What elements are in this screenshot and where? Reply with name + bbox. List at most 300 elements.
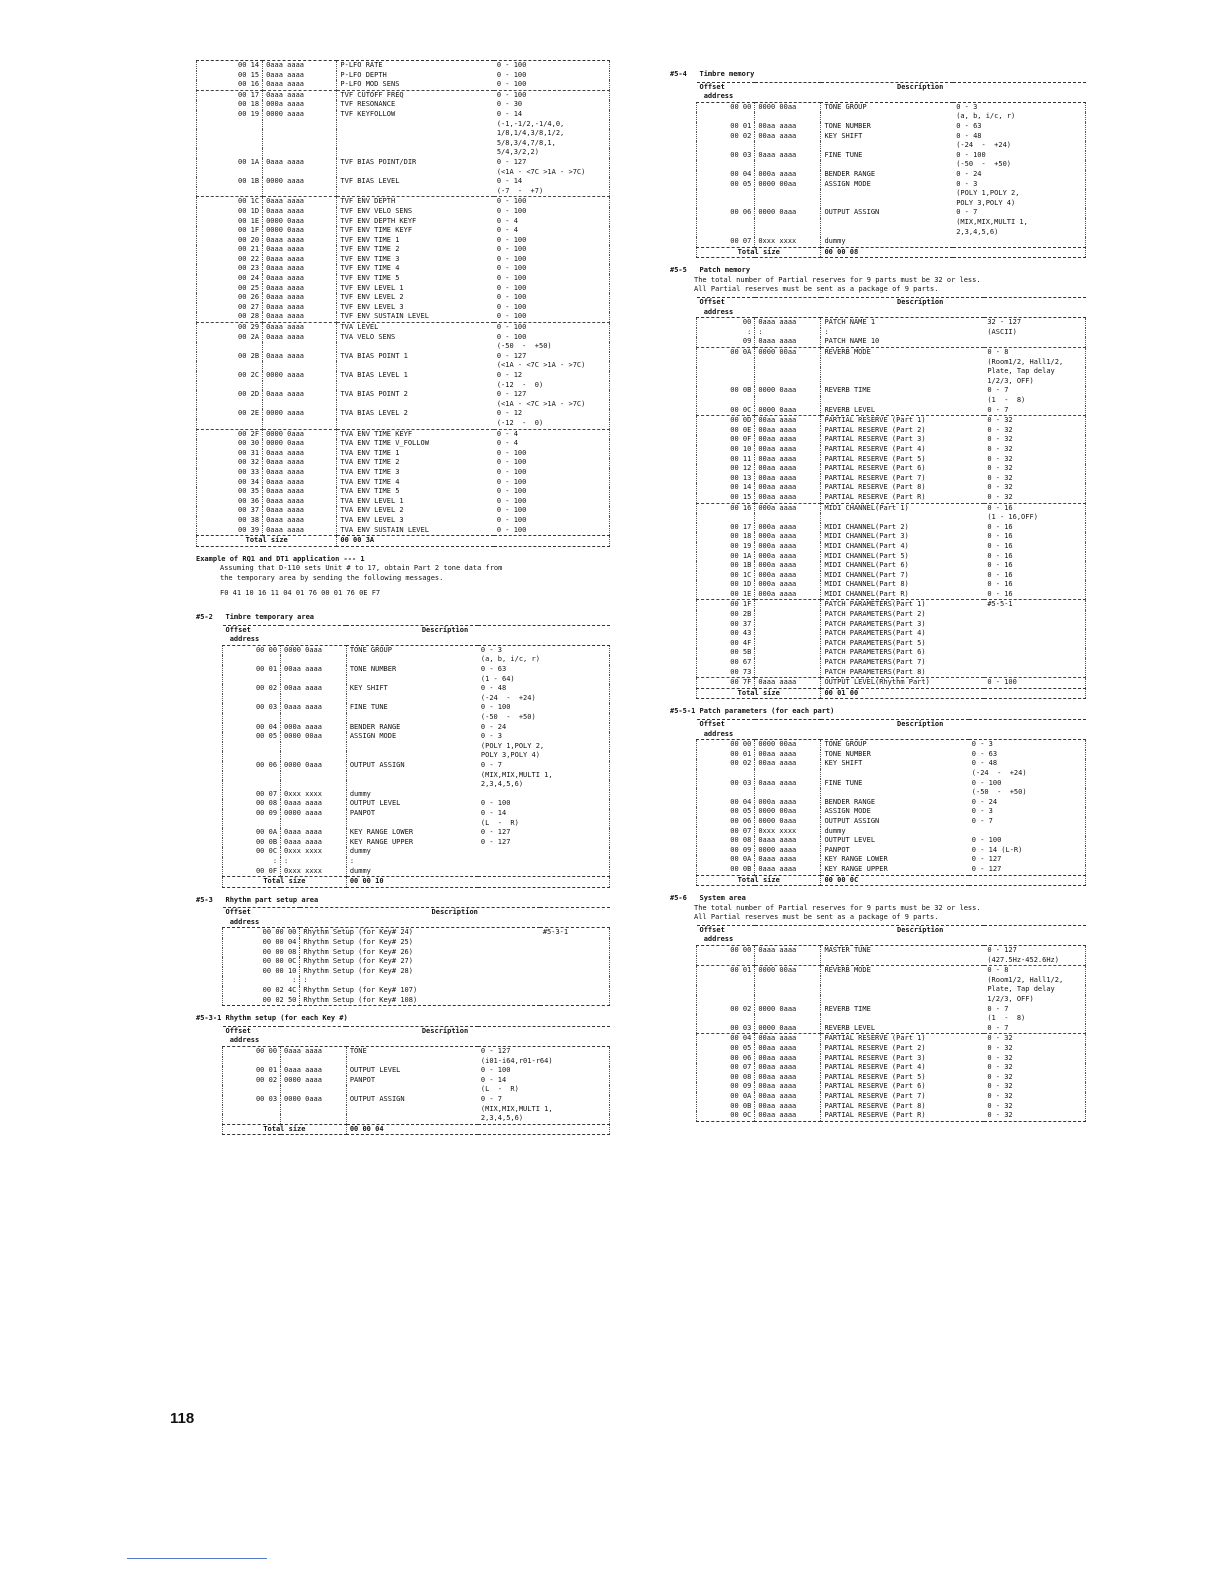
- data-format-cell: [755, 956, 821, 966]
- address-cell: 00 18: [697, 532, 755, 542]
- total-size-label: Total size: [223, 1124, 347, 1135]
- table-row: [697, 1034, 1086, 1044]
- address-cell: 00 0B: [697, 386, 755, 396]
- table-row: [697, 590, 1086, 600]
- value-range-cell: 0 - 100: [494, 207, 610, 217]
- address-cell: 00 19: [197, 110, 263, 120]
- parameter-cell: KEY RANGE LOWER: [821, 855, 969, 865]
- parameter-cell: MIDI CHANNEL(Part 2): [821, 523, 984, 533]
- reference-cell: [540, 948, 610, 958]
- value-range-cell: 0 - 16: [984, 590, 1085, 600]
- parameter-cell: MIDI CHANNEL(Part 4): [821, 542, 984, 552]
- parameter-cell: PATCH NAME 10: [821, 337, 984, 347]
- value-range-cell: 0 - 100: [494, 264, 610, 274]
- table-row: [197, 352, 610, 362]
- table-row: [223, 742, 610, 752]
- data-format-cell: 0000 0aaa: [281, 761, 347, 771]
- table-row: [697, 995, 1086, 1005]
- value-range-cell: [478, 867, 610, 877]
- address-cell: 00 07: [697, 237, 755, 247]
- address-cell: 00 08: [223, 799, 281, 809]
- parameter-cell: :: [300, 976, 540, 986]
- data-format-cell: 000a aaaa: [755, 503, 821, 513]
- value-range-cell: [478, 847, 610, 857]
- data-format-cell: [263, 419, 337, 429]
- data-format-cell: [755, 629, 821, 639]
- table-row: [197, 139, 610, 149]
- table-row: [697, 1005, 1086, 1015]
- data-format-cell: 0aaa aaaa: [281, 838, 347, 848]
- table-row: [223, 1095, 610, 1105]
- parameter-cell: TVF KEYFOLLOW: [337, 110, 494, 120]
- parameter-cell: PATCH PARAMETERS(Part 7): [821, 658, 984, 668]
- parameter-cell: [821, 112, 953, 122]
- value-range-cell: 0 - 3: [478, 645, 610, 655]
- table-row: [223, 751, 610, 761]
- address-cell: 00 7F: [697, 678, 755, 689]
- table-row: [697, 1082, 1086, 1092]
- address-cell: 00 06: [697, 817, 755, 827]
- table-row: [697, 337, 1086, 347]
- table-row: [697, 474, 1086, 484]
- table-row: [223, 675, 610, 685]
- value-range-cell: 0 - 100: [494, 468, 610, 478]
- table-row: [697, 976, 1086, 986]
- table-row: [197, 274, 610, 284]
- data-format-cell: 0aaa aaaa: [263, 516, 337, 526]
- parameter-cell: TVA ENV TIME 1: [337, 449, 494, 459]
- value-range-cell: 5/8,3/4,7/8,1,: [494, 139, 610, 149]
- address-cell: 00 0C: [697, 1111, 755, 1121]
- value-range-cell: Plate, Tap delay: [984, 985, 1085, 995]
- value-range-cell: 0 - 3: [953, 180, 1085, 190]
- offset-header: Offset address: [223, 908, 300, 928]
- data-format-cell: [755, 367, 821, 377]
- table-row: [697, 865, 1086, 875]
- value-range-cell: 32 - 127: [984, 318, 1085, 328]
- address-cell: 00 35: [197, 487, 263, 497]
- table-row: [697, 1111, 1086, 1121]
- table-row: [223, 857, 610, 867]
- value-range-cell: 0 - 16: [984, 561, 1085, 571]
- value-range-cell: 0 - 100: [494, 323, 610, 333]
- value-range-cell: (<1A - <7C >1A - >7C): [494, 168, 610, 178]
- table-row: [197, 400, 610, 410]
- data-format-cell: 000a aaaa: [755, 523, 821, 533]
- table-row: [197, 110, 610, 120]
- data-format-cell: 0aaa aaaa: [281, 1047, 347, 1057]
- value-range-cell: 0 - 63: [969, 750, 1086, 760]
- data-format-cell: 0aaa aaaa: [263, 61, 337, 71]
- address-cell: 00 28: [197, 312, 263, 322]
- data-format-cell: 00aa aaaa: [755, 435, 821, 445]
- table-row: [697, 769, 1086, 779]
- table-row: [197, 71, 610, 81]
- address-cell: [197, 168, 263, 178]
- data-format-cell: [755, 648, 821, 658]
- value-range-cell: 0 - 48: [478, 684, 610, 694]
- parameter-cell: [337, 120, 494, 130]
- table-row: [197, 419, 610, 429]
- value-range-cell: 0 - 100: [494, 71, 610, 81]
- value-range-cell: (ASCII): [984, 328, 1085, 338]
- address-cell: [223, 1114, 281, 1124]
- parameter-cell: BENDER RANGE: [821, 170, 953, 180]
- data-format-cell: 00aa aaaa: [281, 684, 347, 694]
- parameter-cell: PARTIAL RESERVE (Part 8): [821, 1102, 984, 1112]
- address-cell: 00 01: [223, 1066, 281, 1076]
- reference-cell: [540, 967, 610, 977]
- table-row: [697, 1054, 1086, 1064]
- address-cell: [197, 120, 263, 130]
- table-row: [223, 828, 610, 838]
- timbre-temporary-heading: #5-2 Timbre temporary area: [196, 613, 315, 622]
- table-row: [697, 513, 1086, 523]
- parameter-cell: KEY SHIFT: [821, 132, 953, 142]
- total-size-label: Total size: [197, 536, 337, 547]
- address-cell: 00 0C: [223, 847, 281, 857]
- value-range-cell: 0 - 24: [953, 170, 1085, 180]
- offset-header: Offset address: [697, 925, 755, 945]
- data-format-cell: 0000 aaaa: [281, 1076, 347, 1086]
- address-cell: 00 22: [197, 255, 263, 265]
- data-format-cell: 000a aaaa: [755, 798, 821, 808]
- address-cell: 00 05: [223, 732, 281, 742]
- data-format-cell: 0aaa aaaa: [263, 284, 337, 294]
- value-range-cell: 0 - 100: [494, 506, 610, 516]
- parameter-cell: PATCH PARAMETERS(Part 6): [821, 648, 984, 658]
- parameter-cell: KEY RANGE UPPER: [821, 865, 969, 875]
- address-cell: 00 39: [197, 526, 263, 536]
- address-cell: 09: [697, 337, 755, 347]
- data-format-cell: [263, 187, 337, 197]
- data-format-cell: 0aaa aaaa: [263, 255, 337, 265]
- data-format-cell: 00aa aaaa: [755, 474, 821, 484]
- data-format-cell: 0aaa aaaa: [755, 779, 821, 789]
- data-format-cell: 000a aaaa: [281, 723, 347, 733]
- data-format-cell: [281, 751, 347, 761]
- table-row: [697, 750, 1086, 760]
- value-range-cell: 0 - 32: [984, 1054, 1085, 1064]
- value-range-cell: (MIX,MIX,MULTI 1,: [478, 771, 610, 781]
- parameter-cell: TVF ENV LEVEL 2: [337, 293, 494, 303]
- parameter-cell: FINE TUNE: [821, 779, 969, 789]
- data-format-cell: 0000 00aa: [755, 180, 821, 190]
- parameter-cell: MIDI CHANNEL(Part 5): [821, 552, 984, 562]
- data-format-cell: [755, 112, 821, 122]
- parameter-cell: [821, 358, 984, 368]
- address-cell: 00 2D: [197, 390, 263, 400]
- value-range-cell: [984, 610, 1085, 620]
- data-format-cell: 0000 aaaa: [263, 371, 337, 381]
- parameter-cell: [821, 199, 953, 209]
- value-range-cell: 0 - 7: [478, 761, 610, 771]
- address-cell: 00 38: [197, 516, 263, 526]
- table-row: [197, 61, 610, 71]
- value-range-cell: (-12 - 0): [494, 381, 610, 391]
- description-header: Description: [755, 298, 1086, 318]
- data-format-cell: 0000 0aaa: [755, 817, 821, 827]
- parameter-cell: TVA ENV TIME V_FOLLOW: [337, 439, 494, 449]
- value-range-cell: 0 - 32: [984, 435, 1085, 445]
- table-row: [197, 333, 610, 343]
- table-row: [697, 759, 1086, 769]
- patch-memory-note-2: All Partial reserves must be sent as a package of 9 parts.: [694, 285, 939, 294]
- value-range-cell: [984, 620, 1085, 630]
- data-format-cell: 0000 00aa: [755, 740, 821, 750]
- address-cell: 00 00: [697, 740, 755, 750]
- table-row: [223, 1057, 610, 1067]
- value-range-cell: 0 - 100: [494, 197, 610, 207]
- value-range-cell: 0 - 100: [984, 678, 1085, 689]
- address-cell: 00 03: [223, 703, 281, 713]
- data-format-cell: 00aa aaaa: [755, 493, 821, 503]
- table-row: [697, 552, 1086, 562]
- data-format-cell: 00aa aaaa: [755, 750, 821, 760]
- parameter-cell: Rhythm Setup (for Key# 27): [300, 957, 540, 967]
- table-row: [697, 1073, 1086, 1083]
- value-range-cell: [478, 790, 610, 800]
- address-cell: 00 31: [197, 449, 263, 459]
- page-number: 118: [170, 1410, 195, 1427]
- parameter-cell: OUTPUT LEVEL: [346, 1066, 478, 1076]
- table-row: [197, 506, 610, 516]
- value-range-cell: (-50 - +50): [478, 713, 610, 723]
- data-format-cell: [263, 129, 337, 139]
- table-row: [197, 371, 610, 381]
- parameter-cell: TONE GROUP: [821, 740, 969, 750]
- address-cell: 00 0A: [223, 828, 281, 838]
- data-format-cell: 00aa aaaa: [755, 426, 821, 436]
- total-size-row: [697, 688, 1086, 699]
- table-row: [697, 416, 1086, 426]
- table-row: [197, 129, 610, 139]
- address-cell: [697, 112, 755, 122]
- parameter-cell: [346, 713, 478, 723]
- table-row: [223, 703, 610, 713]
- table-row: [197, 526, 610, 536]
- parameter-cell: TVA ENV TIME 5: [337, 487, 494, 497]
- table-row: [697, 817, 1086, 827]
- parameter-cell: dummy: [346, 867, 478, 877]
- table-row: [697, 827, 1086, 837]
- table-row: [197, 90, 610, 100]
- value-range-cell: 0 - 32: [984, 474, 1085, 484]
- parameter-cell: MIDI CHANNEL(Part 3): [821, 532, 984, 542]
- table-row: [697, 946, 1086, 956]
- parameter-cell: PARTIAL RESERVE (Part 5): [821, 1073, 984, 1083]
- address-cell: 00 0E: [697, 426, 755, 436]
- address-cell: 00 02: [697, 759, 755, 769]
- parameter-cell: MIDI CHANNEL(Part 7): [821, 571, 984, 581]
- parameter-cell: ASSIGN MODE: [821, 180, 953, 190]
- data-format-cell: [281, 742, 347, 752]
- table-row: [697, 358, 1086, 368]
- value-range-cell: (427.5Hz-452.6Hz): [984, 956, 1085, 966]
- table-row: [223, 976, 610, 986]
- data-format-cell: [755, 396, 821, 406]
- value-range-cell: 0 - 7: [984, 406, 1085, 416]
- data-format-cell: 0000 00aa: [755, 348, 821, 358]
- address-cell: [197, 342, 263, 352]
- parameter-cell: dummy: [821, 237, 953, 247]
- address-cell: 00 08: [697, 1073, 755, 1083]
- address-cell: 00 05: [697, 180, 755, 190]
- data-format-cell: 0xxx xxxx: [755, 237, 821, 247]
- rhythm-setup-table: [222, 907, 610, 1006]
- data-format-cell: 0000 0aaa: [281, 645, 347, 655]
- value-range-cell: POLY 3,POLY 4): [953, 199, 1085, 209]
- data-format-cell: :: [755, 328, 821, 338]
- parameter-cell: [346, 1114, 478, 1124]
- reference-cell: #5-3-1: [540, 928, 610, 938]
- value-range-cell: 2,3,4,5,6): [478, 1114, 610, 1124]
- parameter-cell: TVA ENV LEVEL 2: [337, 506, 494, 516]
- value-range-cell: [984, 658, 1085, 668]
- parameter-cell: PARTIAL RESERVE (Part 6): [821, 1082, 984, 1092]
- table-row: [223, 986, 610, 996]
- value-range-cell: 0 - 127: [984, 946, 1085, 956]
- address-cell: 00 09: [697, 846, 755, 856]
- address-cell: 00 0A: [697, 348, 755, 358]
- address-cell: [697, 160, 755, 170]
- parameter-cell: [337, 419, 494, 429]
- address-cell: [197, 419, 263, 429]
- data-format-cell: 0000 0aaa: [263, 439, 337, 449]
- address-cell: 00 0A: [697, 855, 755, 865]
- data-format-cell: 0000 0aaa: [263, 429, 337, 439]
- data-format-cell: 0000 aaaa: [755, 846, 821, 856]
- data-format-cell: [263, 120, 337, 130]
- data-format-cell: 000a aaaa: [755, 552, 821, 562]
- table-row: [197, 177, 610, 187]
- parameter-cell: PARTIAL RESERVE (Part 7): [821, 1092, 984, 1102]
- data-format-cell: [755, 610, 821, 620]
- description-header: Description: [300, 908, 610, 928]
- timbre-memory-heading: #5-4 Timbre memory: [670, 70, 755, 78]
- parameter-cell: TVA BIAS LEVEL 2: [337, 409, 494, 419]
- total-size-row: [697, 875, 1086, 886]
- address-cell: 00 5B: [697, 648, 755, 658]
- total-size-row: [223, 1124, 610, 1135]
- table-row: [697, 846, 1086, 856]
- data-format-cell: 0000 0aaa: [263, 226, 337, 236]
- address-cell: 00 36: [197, 497, 263, 507]
- value-range-cell: (-50 - +50): [969, 788, 1086, 798]
- address-cell: 00 04: [223, 723, 281, 733]
- data-format-cell: 0aaa aaaa: [263, 449, 337, 459]
- value-range-cell: 0 - 3: [969, 807, 1086, 817]
- value-range-cell: 0 - 100: [494, 80, 610, 90]
- table-row: [697, 228, 1086, 238]
- address-cell: [697, 788, 755, 798]
- data-format-cell: 0000 00aa: [755, 966, 821, 976]
- value-range-cell: (-24 - +24): [969, 769, 1086, 779]
- data-format-cell: 00aa aaaa: [281, 665, 347, 675]
- data-format-cell: 0aaa aaaa: [755, 678, 821, 689]
- table-row: [197, 303, 610, 313]
- address-cell: [697, 976, 755, 986]
- data-format-cell: 0000 aaaa: [263, 409, 337, 419]
- data-format-cell: [263, 168, 337, 178]
- address-cell: 00 00 0C: [223, 957, 300, 967]
- value-range-cell: POLY 3,POLY 4): [478, 751, 610, 761]
- value-range-cell: (L - R): [478, 819, 610, 829]
- reference-cell: [540, 986, 610, 996]
- parameter-cell: MASTER TUNE: [821, 946, 984, 956]
- table-row: [197, 100, 610, 110]
- parameter-cell: MIDI CHANNEL(Part 6): [821, 561, 984, 571]
- value-range-cell: 0 - 16: [984, 552, 1085, 562]
- address-cell: :: [223, 976, 300, 986]
- value-range-cell: 0 - 4: [494, 439, 610, 449]
- data-format-cell: 0aaa aaaa: [281, 1066, 347, 1076]
- parameter-cell: KEY RANGE UPPER: [346, 838, 478, 848]
- data-format-cell: 0000 aaaa: [263, 110, 337, 120]
- table-row: [697, 386, 1086, 396]
- data-format-cell: [263, 381, 337, 391]
- parameter-cell: PARTIAL RESERVE (Part 4): [821, 1063, 984, 1073]
- data-format-cell: 0000 00aa: [281, 732, 347, 742]
- parameter-cell: [337, 381, 494, 391]
- parameter-cell: REVERB LEVEL: [821, 406, 984, 416]
- table-row: [697, 966, 1086, 976]
- parameter-cell: [821, 985, 984, 995]
- parameter-cell: [346, 771, 478, 781]
- table-row: [223, 790, 610, 800]
- data-format-cell: 00aa aaaa: [755, 1034, 821, 1044]
- address-cell: [197, 381, 263, 391]
- address-cell: 00 1E: [697, 590, 755, 600]
- total-size-value: 00 00 08: [821, 247, 1086, 258]
- address-cell: 00 04: [697, 170, 755, 180]
- value-range-cell: (POLY 1,POLY 2,: [478, 742, 610, 752]
- parameter-cell: PARTIAL RESERVE (Part R): [821, 1111, 984, 1121]
- data-format-cell: 0aaa aaaa: [755, 337, 821, 347]
- parameter-cell: [821, 377, 984, 387]
- parameter-cell: PATCH PARAMETERS(Part 1): [821, 600, 984, 610]
- table-row: [197, 284, 610, 294]
- value-range-cell: (-7 - +7): [494, 187, 610, 197]
- parameter-cell: TVF ENV TIME 4: [337, 264, 494, 274]
- data-format-cell: 000a aaaa: [755, 580, 821, 590]
- value-range-cell: 0 - 32: [984, 1111, 1085, 1121]
- offset-header: Offset address: [697, 720, 755, 740]
- value-range-cell: 0 - 127: [494, 352, 610, 362]
- data-format-cell: [755, 160, 821, 170]
- value-range-cell: 0 - 127: [478, 838, 610, 848]
- table-row: [197, 468, 610, 478]
- address-cell: 00 1F: [197, 226, 263, 236]
- table-row: [223, 957, 610, 967]
- data-format-cell: [755, 513, 821, 523]
- parameter-cell: [821, 956, 984, 966]
- table-row: [197, 516, 610, 526]
- table-row: [697, 532, 1086, 542]
- table-row: [697, 464, 1086, 474]
- value-range-cell: 0 - 4: [494, 226, 610, 236]
- parameter-cell: [337, 361, 494, 371]
- data-format-cell: [281, 1057, 347, 1067]
- address-cell: 00 37: [697, 620, 755, 630]
- address-cell: 00 67: [697, 658, 755, 668]
- data-format-cell: 0aaa aaaa: [263, 312, 337, 322]
- value-range-cell: 0 - 30: [494, 100, 610, 110]
- address-cell: 00 2E: [197, 409, 263, 419]
- data-format-cell: 0aaa aaaa: [263, 303, 337, 313]
- value-range-cell: 0 - 100: [494, 255, 610, 265]
- address-cell: 00 24: [197, 274, 263, 284]
